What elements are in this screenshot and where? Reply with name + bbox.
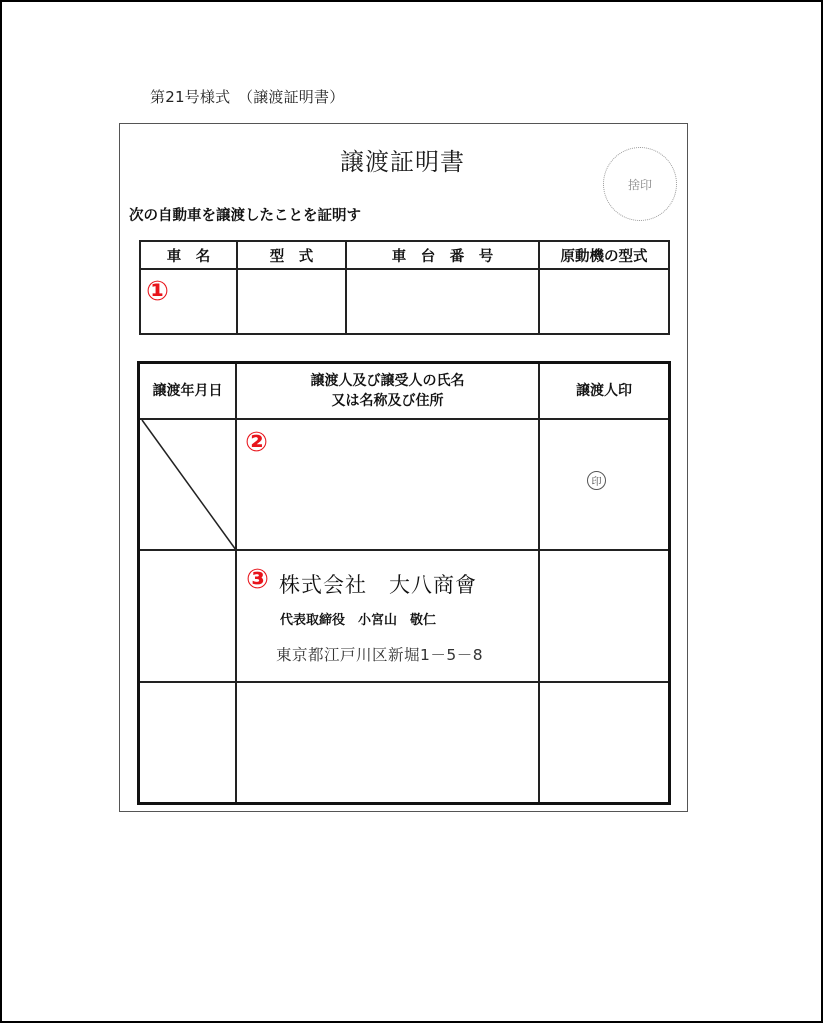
annotation-2: ② [245,427,268,458]
header-chassis-number: 車 台 番 号 [391,248,494,265]
certification-statement: 次の自動車を譲渡したことを証明す [129,208,361,224]
correction-stamp-label: 捨印 [627,177,652,192]
diagonal-strike-line [140,364,240,554]
vehicle-table [139,240,670,335]
representative-name: 代表取締役 小宮山 敬仁 [280,613,437,628]
company-name: 株式会社 大八商會 [279,573,477,597]
header-vehicle-name: 車 名 [166,248,211,265]
document-title: 譲渡証明書 [340,148,465,176]
row-divider [140,681,668,683]
seal-mark-icon: 印 [587,471,606,490]
form-number-label: 第21号様式 （譲渡証明書） [150,88,345,106]
header-divider [141,268,668,270]
correction-stamp-circle [603,147,677,221]
company-address: 東京都江戸川区新堀1－5－8 [276,646,484,664]
header-names-addresses: 譲渡人及び譲受人の氏名 又は名称及び住所 [310,373,465,409]
annotation-1: ① [146,276,169,307]
header-model: 型 式 [269,248,314,265]
column-divider [538,364,540,802]
header-engine-model: 原動機の型式 [560,248,648,265]
header-transfer-date: 譲渡年月日 [152,383,223,399]
annotation-3: ③ [246,564,269,595]
header-transferor-seal: 譲渡人印 [576,383,632,399]
